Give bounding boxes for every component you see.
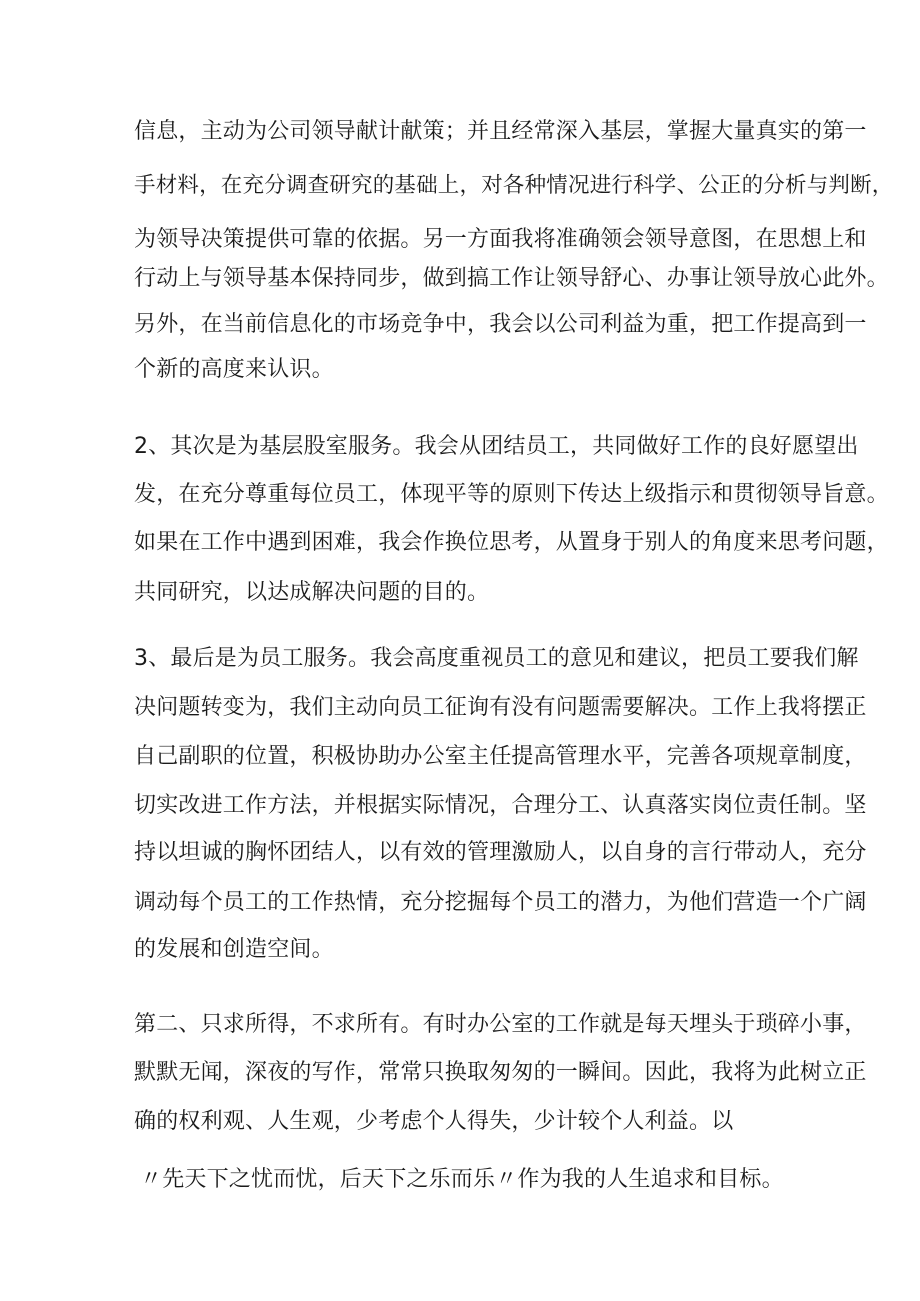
paragraph-line: 另外，在当前信息化的市场竞争中，我会以公司利益为重，把工作提高到一 [134,312,867,337]
paragraph-line: 决问题转变为，我们主动向员工征询有没有问题需要解决。工作上我将摆正 [134,695,867,720]
paragraph-line: 调动每个员工的工作热情，充分挖掘每个员工的潜力，为他们营造一个广阔 [134,890,867,915]
paragraph-line: 自己副职的位置，积极协助办公室主任提高管理水平，完善各项规章制度， [134,744,867,769]
paragraph-line: 2、其次是为基层股室服务。我会从团结员工，共同做好工作的良好愿望出 [134,434,859,459]
paragraph-line: 持以坦诚的胸怀团结人，以有效的管理激励人，以自身的言行带动人，充分 [134,840,867,865]
paragraph-line: 为领导决策提供可靠的依据。另一方面我将准确领会领导意图，在思想上和 [134,227,867,252]
paragraph-line: 个新的高度来认识。 [134,357,334,382]
paragraph-line: 第二、只求所得，不求所有。有时办公室的工作就是每天埋头于琐碎小事， [134,1012,867,1037]
paragraph-line: 行动上与领导基本保持同步，做到搞工作让领导舒心、办事让领导放心此外。 [134,266,889,291]
paragraph-line: 的发展和创造空间。 [134,937,334,962]
paragraph-line: 3、最后是为员工服务。我会高度重视员工的意见和建议，把员工要我们解 [134,646,859,671]
paragraph-line: 默默无闻，深夜的写作，常常只换取匆匆的一瞬间。因此，我将为此树立正 [134,1060,867,1085]
paragraph-line: 共同研究，以达成解决问题的目的。 [134,580,490,605]
paragraph-line: 确的权利观、人生观，少考虑个人得失，少计较个人利益。以 [134,1109,734,1134]
paragraph-line: 切实改进工作方法，并根据实际情况，合理分工、认真落实岗位责任制。坚 [134,793,867,818]
paragraph-line: 信息，主动为公司领导献计献策；并且经常深入基层，掌握大量真实的第一 [134,119,867,144]
paragraph-line: 如果在工作中遇到困难，我会作换位思考，从置身于别人的角度来思考问题， [134,530,889,555]
paragraph-line: 手材料，在充分调查研究的基础上，对各种情况进行科学、公正的分析与判断， [134,173,894,198]
paragraph-line: 发，在充分尊重每位员工，体现平等的原则下传达上级指示和贯彻领导旨意。 [134,482,889,507]
paragraph-line: 〃先天下之忧而忧，后天下之乐而乐〃作为我的人生追求和目标。 [140,1167,784,1192]
